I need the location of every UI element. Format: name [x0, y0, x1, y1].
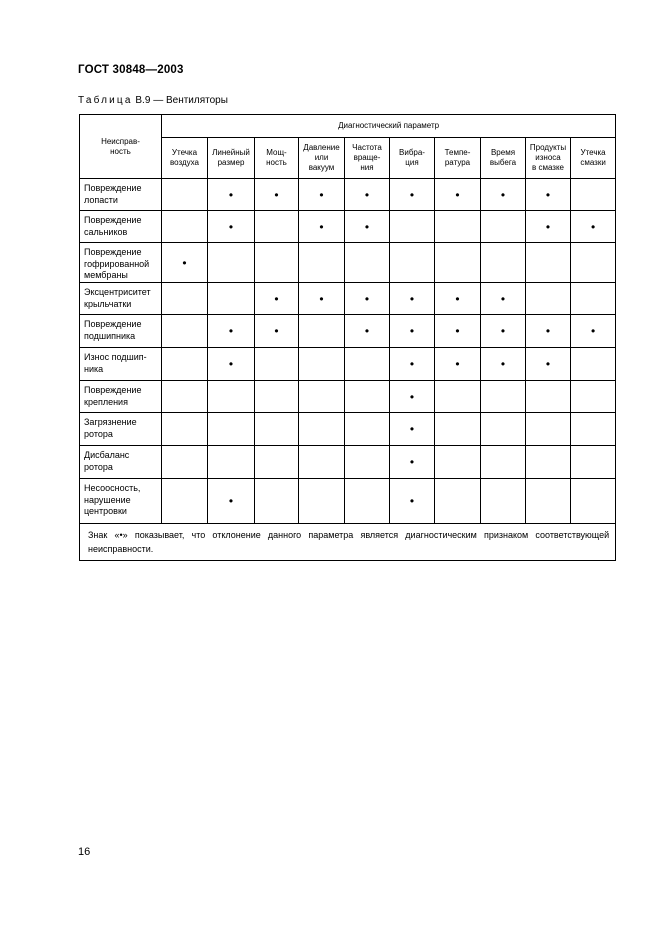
column-header-line: Утечка — [171, 148, 198, 157]
fault-name-line: Повреждение — [84, 319, 142, 329]
mark-cell — [345, 315, 390, 348]
mark-cell — [390, 315, 435, 348]
fault-name-line: крыльчатки — [84, 298, 132, 309]
fault-name-line: нарушение — [84, 494, 131, 505]
column-header-line: износа — [535, 153, 561, 162]
column-header-line: Линейный — [212, 148, 250, 157]
mark-cell — [481, 381, 526, 413]
mark-cell — [390, 283, 435, 315]
diagnostic-mark: • — [455, 357, 460, 371]
mark-cell — [299, 283, 345, 315]
mark-cell — [345, 413, 390, 446]
column-header-line: размер — [217, 158, 245, 167]
mark-cell — [208, 211, 255, 243]
parameter-column-header — [299, 138, 345, 179]
mark-cell — [571, 348, 616, 381]
mark-cell — [255, 315, 299, 348]
fault-name-cell — [80, 446, 162, 479]
mark-cell — [299, 348, 345, 381]
mark-cell — [255, 179, 299, 211]
mark-cell — [299, 243, 345, 283]
fault-name-cell — [80, 179, 162, 211]
mark-cell — [345, 179, 390, 211]
column-header-line: Утечка — [580, 148, 606, 157]
diagnostic-mark: • — [364, 219, 370, 234]
parameter-column-header — [526, 138, 571, 179]
diagnostic-mark: • — [228, 187, 234, 202]
fault-name-line: центровки — [84, 506, 127, 516]
fault-name-cell — [80, 413, 162, 446]
fault-name-line: Загрязнение — [84, 417, 137, 427]
column-header-line: Давление — [303, 143, 340, 152]
mark-cell — [435, 243, 481, 283]
table-row — [80, 348, 616, 381]
diagnostic-mark: • — [319, 291, 324, 306]
column-header-line: или — [314, 153, 329, 162]
parameter-group-header: Диагностический параметр — [162, 115, 616, 138]
mark-cell — [162, 315, 208, 348]
diagnostic-mark: • — [545, 324, 551, 338]
mark-cell — [571, 179, 616, 211]
column-header-line: Вибра- — [399, 148, 425, 157]
parameter-column-header — [435, 138, 481, 179]
mark-cell — [345, 283, 390, 315]
mark-cell — [162, 413, 208, 446]
fault-name-cell — [80, 348, 162, 381]
diagnostic-mark: • — [319, 219, 324, 234]
diagnostic-mark: • — [545, 219, 551, 234]
diagnostic-mark: • — [500, 291, 506, 306]
column-header-line: Частота — [352, 143, 382, 152]
parameter-column-header — [255, 138, 299, 179]
diagnostic-mark: • — [409, 324, 415, 338]
mark-cell — [208, 348, 255, 381]
mark-cell — [571, 381, 616, 413]
mark-cell — [390, 348, 435, 381]
mark-cell — [208, 413, 255, 446]
parameter-column-header — [390, 138, 435, 179]
mark-cell — [162, 211, 208, 243]
mark-cell — [390, 479, 435, 524]
column-header-line: Темпе- — [444, 148, 471, 157]
mark-cell — [208, 446, 255, 479]
diagnostic-mark: • — [455, 187, 460, 202]
diagnostic-mark: • — [500, 187, 506, 202]
caption-name: Вентиляторы — [165, 95, 228, 106]
mark-cell — [481, 348, 526, 381]
fault-name-line: гофрированной — [84, 258, 150, 269]
mark-cell — [435, 413, 481, 446]
caption-label: Таблица — [78, 95, 133, 106]
mark-cell — [299, 479, 345, 524]
diagnostic-mark: • — [409, 291, 415, 306]
mark-cell — [255, 211, 299, 243]
diagnostic-mark: • — [274, 291, 279, 306]
mark-cell — [345, 348, 390, 381]
mark-cell — [208, 243, 255, 283]
fault-name-line: Износ подшип- — [84, 352, 147, 362]
table-row — [80, 479, 616, 524]
diagnostic-mark: • — [228, 357, 234, 371]
column-header-line: Время — [490, 148, 516, 157]
table-note: Знак «•» показывает, что отклонение данного параметра является диагностическим признаком соответствующей неисправности. — [80, 524, 616, 561]
mark-cell — [526, 211, 571, 243]
column-header-line: ратура — [444, 158, 471, 167]
mark-cell — [481, 479, 526, 524]
fault-name-line: сальников — [84, 226, 128, 237]
diagnostic-mark: • — [364, 187, 370, 202]
mark-cell — [162, 446, 208, 479]
diagnostic-mark: • — [409, 494, 415, 508]
table-row — [80, 179, 616, 211]
mark-cell — [299, 211, 345, 243]
fault-name-cell — [80, 381, 162, 413]
mark-cell — [208, 315, 255, 348]
fault-name-line: Несоосность, — [84, 483, 141, 493]
fault-name-line: Повреждение — [84, 385, 142, 395]
mark-cell — [526, 381, 571, 413]
column-header-line: смазки — [580, 158, 606, 167]
mark-cell — [162, 243, 208, 283]
mark-cell — [255, 283, 299, 315]
mark-cell — [390, 413, 435, 446]
mark-cell — [435, 348, 481, 381]
fault-name-line: ника — [84, 363, 104, 374]
mark-cell — [481, 179, 526, 211]
column-header-line: выбега — [489, 158, 517, 167]
mark-cell — [390, 446, 435, 479]
mark-cell — [526, 243, 571, 283]
note-row — [80, 524, 616, 561]
fault-name-line: ротора — [84, 461, 113, 472]
mark-cell — [571, 283, 616, 315]
mark-cell — [299, 446, 345, 479]
diagnostic-mark: • — [274, 324, 279, 338]
fault-name-line: Повреждение — [84, 247, 142, 257]
mark-cell — [481, 315, 526, 348]
diagnostic-mark: • — [228, 494, 234, 508]
mark-cell — [571, 315, 616, 348]
column-header-line: враще- — [353, 153, 381, 162]
diagnostic-mark: • — [228, 219, 234, 234]
mark-cell — [255, 446, 299, 479]
diagnostic-mark: • — [500, 357, 506, 371]
diagnostic-mark: • — [590, 219, 596, 234]
diagnostic-mark: • — [455, 324, 460, 338]
mark-cell — [208, 479, 255, 524]
parameter-column-header — [208, 138, 255, 179]
fault-header-line: Неисправ- — [101, 136, 140, 146]
fault-name-cell — [80, 243, 162, 283]
diagnostic-mark: • — [545, 187, 551, 202]
diagnostic-mark: • — [409, 187, 415, 202]
mark-cell — [526, 348, 571, 381]
document-header: ГОСТ 30848—2003 — [78, 64, 184, 76]
parameter-column-header — [162, 138, 208, 179]
mark-cell — [299, 179, 345, 211]
fault-name-line: мембраны — [84, 270, 128, 280]
parameter-column-header — [481, 138, 526, 179]
mark-cell — [345, 446, 390, 479]
table-row — [80, 283, 616, 315]
mark-cell — [435, 283, 481, 315]
caption-number: В.9 — [135, 95, 151, 106]
fault-name-line: крепления — [84, 396, 128, 407]
mark-cell — [345, 243, 390, 283]
mark-cell — [435, 446, 481, 479]
fault-column-header — [80, 115, 162, 179]
diagnostic-mark: • — [409, 357, 415, 371]
mark-cell — [571, 413, 616, 446]
diagnostic-mark: • — [228, 324, 234, 338]
fault-name-cell — [80, 315, 162, 348]
parameter-column-header — [571, 138, 616, 179]
parameter-column-header — [345, 138, 390, 179]
diagnostic-mark: • — [409, 422, 415, 436]
table-row — [80, 211, 616, 243]
fault-name-line: Повреждение — [84, 215, 142, 225]
mark-cell — [390, 381, 435, 413]
diagnostic-mark: • — [364, 291, 370, 306]
fault-name-line: Дисбаланс — [84, 450, 130, 460]
diagnostic-table — [79, 114, 616, 561]
table-row — [80, 315, 616, 348]
mark-cell — [255, 413, 299, 446]
mark-cell — [162, 179, 208, 211]
table-row — [80, 243, 616, 283]
mark-cell — [255, 479, 299, 524]
fault-name-line: подшипника — [84, 330, 136, 341]
table-row — [80, 446, 616, 479]
fault-name-line: лопасти — [84, 194, 118, 205]
fault-name-line: Эксцентриситет — [84, 287, 151, 297]
table-row — [80, 413, 616, 446]
column-header-line: вакуум — [308, 163, 335, 172]
mark-cell — [481, 243, 526, 283]
diagnostic-mark: • — [545, 357, 551, 371]
mark-cell — [299, 315, 345, 348]
mark-cell — [435, 315, 481, 348]
column-header-line: Продукты — [529, 143, 567, 152]
mark-cell — [435, 381, 481, 413]
mark-cell — [526, 413, 571, 446]
column-header-line: ция — [405, 158, 419, 167]
diagnostic-mark: • — [364, 324, 370, 338]
mark-cell — [299, 381, 345, 413]
mark-cell — [208, 381, 255, 413]
mark-cell — [481, 446, 526, 479]
mark-cell — [255, 381, 299, 413]
fault-header-line: ность — [110, 146, 131, 156]
mark-cell — [345, 479, 390, 524]
mark-cell — [255, 243, 299, 283]
fault-name-line: ротора — [84, 428, 113, 439]
mark-cell — [571, 243, 616, 283]
mark-cell — [345, 211, 390, 243]
caption-dash: — — [153, 95, 164, 106]
mark-cell — [299, 413, 345, 446]
mark-cell — [390, 243, 435, 283]
mark-cell — [162, 479, 208, 524]
mark-cell — [390, 211, 435, 243]
mark-cell — [526, 446, 571, 479]
mark-cell — [162, 283, 208, 315]
diagnostic-mark: • — [182, 255, 187, 270]
mark-cell — [390, 179, 435, 211]
fault-name-cell — [80, 479, 162, 524]
diagnostic-mark: • — [409, 389, 415, 404]
diagnostic-mark: • — [500, 324, 506, 338]
mark-cell — [481, 211, 526, 243]
mark-cell — [345, 381, 390, 413]
mark-cell — [571, 479, 616, 524]
diagnostic-mark: • — [409, 455, 415, 469]
column-header-line: в смазке — [531, 163, 565, 172]
mark-cell — [571, 211, 616, 243]
column-header-line: воздуха — [169, 158, 200, 167]
mark-cell — [208, 179, 255, 211]
mark-cell — [162, 381, 208, 413]
mark-cell — [526, 283, 571, 315]
mark-cell — [435, 211, 481, 243]
fault-name-cell — [80, 211, 162, 243]
diagnostic-mark: • — [319, 187, 324, 202]
fault-name-line: Повреждение — [84, 183, 142, 193]
table-row — [80, 381, 616, 413]
mark-cell — [435, 179, 481, 211]
column-header-line: ния — [360, 163, 374, 172]
mark-cell — [526, 179, 571, 211]
mark-cell — [526, 315, 571, 348]
mark-cell — [526, 479, 571, 524]
column-header-line: Мощ- — [266, 148, 287, 157]
mark-cell — [208, 283, 255, 315]
mark-cell — [255, 348, 299, 381]
mark-cell — [162, 348, 208, 381]
table-caption — [78, 95, 228, 106]
page-number: 16 — [78, 846, 91, 858]
fault-name-cell — [80, 283, 162, 315]
mark-cell — [435, 479, 481, 524]
mark-cell — [571, 446, 616, 479]
diagnostic-mark: • — [274, 187, 279, 202]
mark-cell — [481, 413, 526, 446]
column-header-line: ность — [266, 158, 287, 167]
mark-cell — [481, 283, 526, 315]
diagnostic-mark: • — [590, 324, 596, 338]
diagnostic-mark: • — [455, 291, 460, 306]
